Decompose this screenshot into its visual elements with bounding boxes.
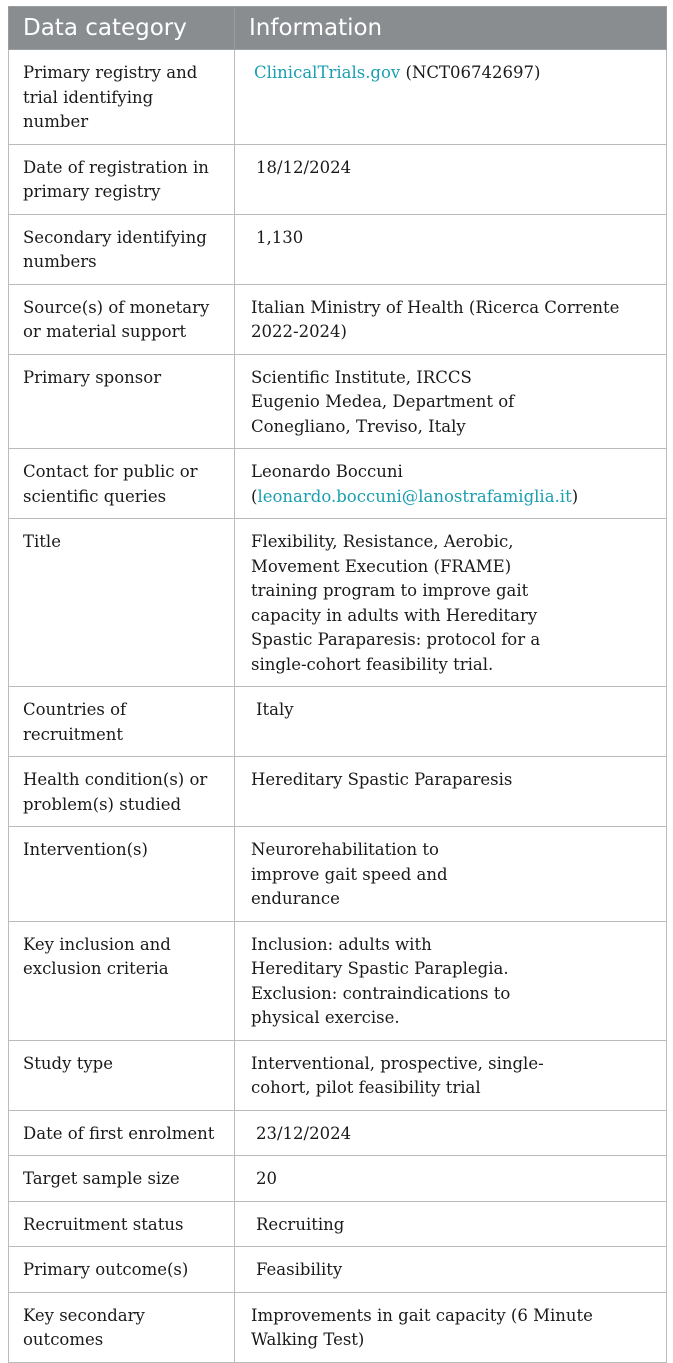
row-value: Flexibility, Resistance, Aerobic, Movement Execution (FRAME) training program to improve gait capacity in adults with Hereditary Spastic Paraparesis: protocol for a single-cohort feasibility trial. — [235, 519, 667, 687]
table-row — [9, 827, 667, 922]
table-row — [9, 50, 667, 145]
table-row — [9, 757, 667, 827]
row-value: Interventional, prospective, single-cohort, pilot feasibility trial — [235, 1040, 667, 1110]
row-category: Health condition(s) or problem(s) studied — [9, 757, 235, 827]
row-value: Italian Ministry of Health (Ricerca Corrente 2022-2024) — [235, 284, 667, 354]
table-row — [9, 144, 667, 214]
table-row — [9, 354, 667, 449]
row-category: Source(s) of monetary or material support — [9, 284, 235, 354]
registry-number: (NCT06742697) — [400, 63, 541, 82]
registry-link[interactable]: ClinicalTrials.gov — [254, 63, 401, 82]
row-value: Neurorehabilitation to improve gait speed and endurance — [235, 827, 667, 922]
row-value: 23/12/2024 — [235, 1110, 667, 1156]
row-category: Date of registration in primary registry — [9, 144, 235, 214]
table-row — [9, 1292, 667, 1362]
row-value: Scientific Institute, IRCCS Eugenio Medea, Department of Conegliano, Treviso, Italy — [235, 354, 667, 449]
row-value: 18/12/2024 — [235, 144, 667, 214]
row-value: Inclusion: adults with Hereditary Spastic Paraplegia. Exclusion: contraindications to physical exercise. — [235, 921, 667, 1040]
table-row — [9, 1110, 667, 1156]
contact-email-link[interactable]: leonardo.boccuni@lanostrafamiglia.it — [257, 486, 572, 506]
table-row — [9, 1247, 667, 1293]
row-category: Title — [9, 519, 235, 687]
table-row — [9, 284, 667, 354]
row-category: Primary outcome(s) — [9, 1247, 235, 1293]
header-information: Information — [235, 7, 667, 50]
table-row — [9, 519, 667, 687]
row-category: Intervention(s) — [9, 827, 235, 922]
row-category: Date of first enrolment — [9, 1110, 235, 1156]
table-header-row — [9, 7, 667, 50]
row-value: Improvements in gait capacity (6 Minute Walking Test) — [235, 1292, 667, 1362]
table-row — [9, 1040, 667, 1110]
table-row — [9, 449, 667, 519]
row-category: Countries of recruitment — [9, 687, 235, 757]
row-value: Hereditary Spastic Paraparesis — [235, 757, 667, 827]
row-value: Recruiting — [235, 1201, 667, 1247]
table-row — [9, 921, 667, 1040]
row-value: Italy — [235, 687, 667, 757]
table-row — [9, 214, 667, 284]
row-category: Primary registry and trial identifying number — [9, 50, 235, 145]
row-category: Secondary identifying numbers — [9, 214, 235, 284]
row-category: Primary sponsor — [9, 354, 235, 449]
row-category: Target sample size — [9, 1156, 235, 1202]
table-row — [9, 1201, 667, 1247]
trial-registration-table — [8, 6, 667, 1363]
row-value: 20 — [235, 1156, 667, 1202]
row-category: Contact for public or scientific queries — [9, 449, 235, 519]
contact-name: Leonardo Boccuni ( — [251, 462, 403, 506]
row-value: Feasibility — [235, 1247, 667, 1293]
trial-registration-table-container — [8, 6, 666, 1363]
table-row — [9, 687, 667, 757]
row-category: Key inclusion and exclusion criteria — [9, 921, 235, 1040]
row-category: Study type — [9, 1040, 235, 1110]
contact-close-paren: ) — [571, 486, 579, 506]
row-category: Key secondary outcomes — [9, 1292, 235, 1362]
row-value — [235, 50, 667, 145]
table-row — [9, 1156, 667, 1202]
row-value — [235, 449, 667, 519]
header-data-category: Data category — [9, 7, 235, 50]
row-value: 1,130 — [235, 214, 667, 284]
row-category: Recruitment status — [9, 1201, 235, 1247]
